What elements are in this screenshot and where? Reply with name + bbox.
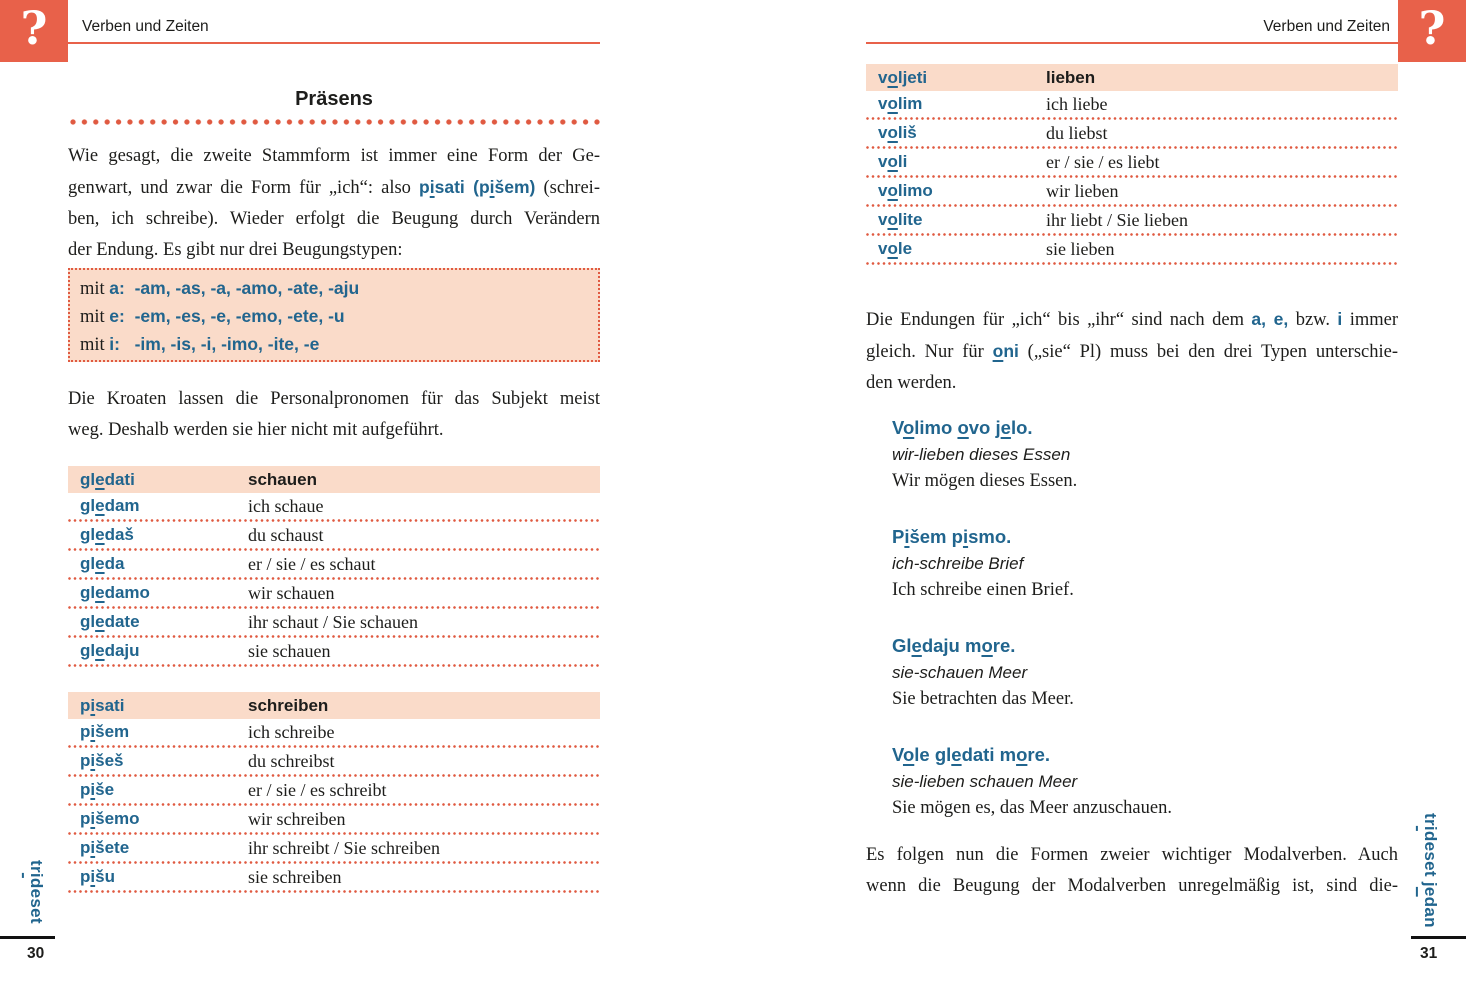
croatian-form-cell: gledaš xyxy=(80,525,134,544)
croatian-form-cell: pišemo xyxy=(80,809,140,828)
german-translation-cell: du schaust xyxy=(248,524,324,545)
stress-underline: e xyxy=(911,635,922,656)
stress-underline: o xyxy=(957,417,969,438)
text-run: mit xyxy=(80,335,110,355)
header-rule xyxy=(68,42,600,44)
text-run: (schrei- xyxy=(535,178,600,198)
table-row xyxy=(866,91,1398,117)
croatian-form-cell: pišem xyxy=(80,722,130,741)
stress-underline: i xyxy=(904,526,910,547)
croatian-form-cell: gledaju xyxy=(80,641,140,660)
section-title: Präsens xyxy=(295,88,373,110)
stress-underline: o xyxy=(1016,744,1028,765)
croatian-form-cell: pišete xyxy=(80,838,130,857)
table-header-row xyxy=(68,692,600,719)
table-row xyxy=(68,719,600,745)
stress-underline: o xyxy=(981,635,993,656)
text-run: mit xyxy=(80,279,110,299)
paragraph-line xyxy=(80,275,598,303)
paragraph-line xyxy=(80,331,598,359)
text-run: bzw. xyxy=(1288,310,1338,330)
example-gloss: ich-schreibe Brief xyxy=(892,554,1024,573)
german-translation-cell: er / sie / es schaut xyxy=(248,553,376,574)
german-translation-cell: sie schreiben xyxy=(248,866,342,887)
footer-rule xyxy=(0,936,55,939)
text-run: Wie gesagt, die zweite Stammform ist immer eine Form der Ge- xyxy=(68,146,600,166)
highlight-term: a, e, xyxy=(1251,309,1289,329)
german-translation-cell: er / sie / es schreibt xyxy=(248,779,387,800)
text-run: genwart, und zwar die Form für „ich“: also xyxy=(68,178,420,198)
stress-underline: o xyxy=(887,181,898,200)
paragraph-line xyxy=(866,336,1398,368)
croatian-form-cell: gleda xyxy=(80,554,125,573)
example-block xyxy=(866,632,1398,713)
german-verb-header: lieben xyxy=(1046,67,1096,87)
stress-underline: o xyxy=(887,210,898,229)
german-translation-cell: ihr liebt / Sie lieben xyxy=(1046,209,1188,230)
row-dotted-divider xyxy=(68,890,600,893)
conjugation-table-voljeti xyxy=(866,64,1398,265)
text-run: immer xyxy=(1342,310,1399,330)
page-number: 31 xyxy=(1420,945,1438,962)
stress-underline: i xyxy=(90,695,96,715)
example-block xyxy=(866,741,1398,822)
page-number: 30 xyxy=(27,945,45,962)
text-run: ben, ich schreibe). Wieder erfolgt die Beugung durch Verändern xyxy=(68,209,600,229)
example-gloss: wir-lieben dieses Essen xyxy=(892,445,1071,464)
text-run: („sie“ Pl) muss bei den drei Typen unterschie- xyxy=(1018,342,1399,362)
german-translation-cell: wir schauen xyxy=(248,582,335,603)
text-run: den werden. xyxy=(866,373,957,393)
highlight-term: oni xyxy=(992,341,1019,361)
header-rule xyxy=(866,42,1398,44)
stress-underline: i xyxy=(90,751,96,770)
example-croatian: Gledaju more. xyxy=(892,635,1016,656)
highlight-term: i: -im, -is, -i, -imo, -ite, -e xyxy=(109,334,320,354)
croatian-form-cell: piše xyxy=(80,780,115,799)
table-row xyxy=(68,748,600,774)
stress-underline: e xyxy=(95,612,105,631)
row-dotted-divider xyxy=(866,262,1398,265)
german-translation-cell: wir lieben xyxy=(1046,180,1119,201)
text-run: Die Kroaten lassen die Personalpronomen für das Subjekt meist xyxy=(68,389,600,409)
example-german: Ich schreibe einen Brief. xyxy=(892,580,1074,600)
german-verb-header: schreiben xyxy=(248,695,329,715)
stress-underline: i xyxy=(90,809,96,828)
paragraph-line xyxy=(80,303,598,331)
german-translation-cell: du schreibst xyxy=(248,750,335,771)
intro-paragraph xyxy=(68,141,600,266)
example-croatian: Volimo ovo jelo. xyxy=(892,417,1033,438)
table-row xyxy=(68,777,600,803)
conjugation-table-gledati xyxy=(68,466,600,667)
text-run: mit xyxy=(80,307,110,327)
croatian-form-cell: pišeš xyxy=(80,751,124,770)
croatian-form-cell: volite xyxy=(878,210,923,229)
title-dotted-divider xyxy=(68,117,600,127)
stress-underline: e xyxy=(1421,887,1440,897)
stress-underline: o xyxy=(887,152,898,171)
help-icon-box xyxy=(1398,0,1466,62)
row-dotted-divider xyxy=(68,664,600,667)
stress-underline: o xyxy=(992,341,1004,361)
german-translation-cell: wir schreiben xyxy=(248,808,346,829)
croatian-form-cell: volim xyxy=(878,94,923,113)
croatian-form-cell: gledate xyxy=(80,612,140,631)
stress-underline: o xyxy=(887,67,898,87)
german-translation-cell: sie lieben xyxy=(1046,238,1115,259)
side-tab-label: trideset jedan xyxy=(1421,813,1440,928)
table-row xyxy=(866,207,1398,233)
stress-underline: i xyxy=(90,780,96,799)
text-run: gleich. Nur für xyxy=(866,342,993,362)
stress-underline: i xyxy=(429,177,435,197)
table-row xyxy=(68,551,600,577)
german-translation-cell: du liebst xyxy=(1046,122,1108,143)
example-block xyxy=(866,523,1398,604)
german-translation-cell: ihr schreibt / Sie schreiben xyxy=(248,837,440,858)
text-run: wenn die Beugung der Modalverben unregelmäßig ist, sind die- xyxy=(866,876,1398,896)
table-row xyxy=(68,806,600,832)
german-translation-cell: sie schauen xyxy=(248,640,331,661)
table-row xyxy=(68,609,600,635)
paragraph-line xyxy=(68,384,600,415)
question-mark-icon: ? xyxy=(1418,1,1446,55)
table-header-row xyxy=(68,466,600,493)
paragraph-line xyxy=(68,415,600,446)
croatian-verb-header: gledati xyxy=(80,469,135,489)
stress-underline: i xyxy=(90,838,96,857)
stress-underline: o xyxy=(887,94,898,113)
stress-underline: i xyxy=(27,873,46,879)
example-croatian: Pišem pismo. xyxy=(892,526,1012,547)
example-german: Wir mögen dieses Essen. xyxy=(892,471,1078,491)
side-tab-label: trideset xyxy=(27,860,46,924)
paragraph-line xyxy=(866,368,1398,399)
german-translation-cell: ihr schaut / Sie schauen xyxy=(248,611,418,632)
croatian-form-cell: gledamo xyxy=(80,583,150,602)
stress-underline: i xyxy=(1421,826,1440,832)
example-german: Sie betrachten das Meer. xyxy=(892,689,1074,709)
stress-underline: e xyxy=(951,744,962,765)
example-gloss: sie-lieben schauen Meer xyxy=(892,772,1078,791)
croatian-verb-header: voljeti xyxy=(878,67,928,87)
help-icon-box xyxy=(0,0,68,62)
stress-underline: i xyxy=(489,177,495,197)
example-sentences xyxy=(866,414,1398,850)
table-row xyxy=(68,835,600,861)
table-row xyxy=(68,522,600,548)
question-mark-icon: ? xyxy=(20,1,48,55)
pronoun-note-paragraph xyxy=(68,384,600,446)
highlight-term: i xyxy=(1337,309,1343,329)
text-run: Es folgen nun die Formen zweier wichtiger Modalverben. Auch xyxy=(866,845,1398,865)
table-row xyxy=(866,120,1398,146)
german-translation-cell: ich liebe xyxy=(1046,93,1108,114)
stress-underline: e xyxy=(95,554,105,573)
stress-underline: e xyxy=(95,583,105,602)
example-gloss: sie-schauen Meer xyxy=(892,663,1028,682)
running-header: Verben und Zeiten xyxy=(82,18,209,35)
paragraph-line xyxy=(68,204,600,235)
stress-underline: o xyxy=(902,744,915,765)
paragraph-line xyxy=(68,235,600,266)
text-run: der Endung. Es gibt nur drei Beugungstypen: xyxy=(68,240,403,260)
croatian-form-cell: vole xyxy=(878,239,913,258)
stress-underline: e xyxy=(1000,417,1011,438)
table-row xyxy=(68,864,600,890)
stress-underline: o xyxy=(887,123,898,142)
stress-underline: e xyxy=(95,469,105,489)
conjugation-table-pisati xyxy=(68,692,600,893)
croatian-form-cell: voliš xyxy=(878,123,917,142)
croatian-form-cell: volimo xyxy=(878,181,933,200)
table-row xyxy=(68,493,600,519)
stress-underline: o xyxy=(887,239,898,258)
table-row xyxy=(866,236,1398,262)
text-run: weg. Deshalb werden sie hier nicht mit aufgeführt. xyxy=(68,420,444,440)
endings-infobox xyxy=(68,268,600,362)
highlight-term: pisati (pišem) xyxy=(419,177,536,197)
paragraph-line xyxy=(866,840,1398,871)
german-translation-cell: ich schreibe xyxy=(248,721,335,742)
footer-rule xyxy=(1411,936,1466,939)
example-croatian: Vole gledati more. xyxy=(892,744,1051,765)
table-row xyxy=(866,178,1398,204)
example-german: Sie mögen es, das Meer anzuschauen. xyxy=(892,798,1172,818)
croatian-verb-header: pisati xyxy=(80,695,125,715)
table-row xyxy=(866,149,1398,175)
running-header: Verben und Zeiten xyxy=(1263,18,1390,35)
table-row xyxy=(68,638,600,664)
text-run: Die Endungen für „ich“ bis „ihr“ sind nach dem xyxy=(866,310,1252,330)
stress-underline: i xyxy=(90,867,96,886)
german-translation-cell: ich schaue xyxy=(248,495,324,516)
highlight-term: a: -am, -as, -a, -amo, -ate, -aju xyxy=(109,278,360,298)
paragraph-line xyxy=(68,172,600,204)
german-translation-cell: er / sie / es liebt xyxy=(1046,151,1160,172)
stress-underline: i xyxy=(962,526,969,547)
stress-underline: i xyxy=(90,722,96,741)
croatian-form-cell: voli xyxy=(878,152,908,171)
croatian-form-cell: gledam xyxy=(80,496,140,515)
croatian-form-cell: pišu xyxy=(80,867,115,886)
table-row xyxy=(68,580,600,606)
endings-note-paragraph xyxy=(866,304,1398,399)
german-verb-header: schauen xyxy=(248,469,317,489)
example-block xyxy=(866,414,1398,495)
modalverbs-paragraph xyxy=(866,840,1398,902)
stress-underline: e xyxy=(95,641,105,660)
highlight-term: e: -em, -es, -e, -emo, -ete, -u xyxy=(109,306,345,326)
stress-underline: e xyxy=(95,525,105,544)
paragraph-line xyxy=(68,141,600,172)
paragraph-line xyxy=(866,304,1398,336)
paragraph-line xyxy=(866,871,1398,902)
table-header-row xyxy=(866,64,1398,91)
stress-underline: o xyxy=(902,417,915,438)
stress-underline: e xyxy=(95,496,105,515)
